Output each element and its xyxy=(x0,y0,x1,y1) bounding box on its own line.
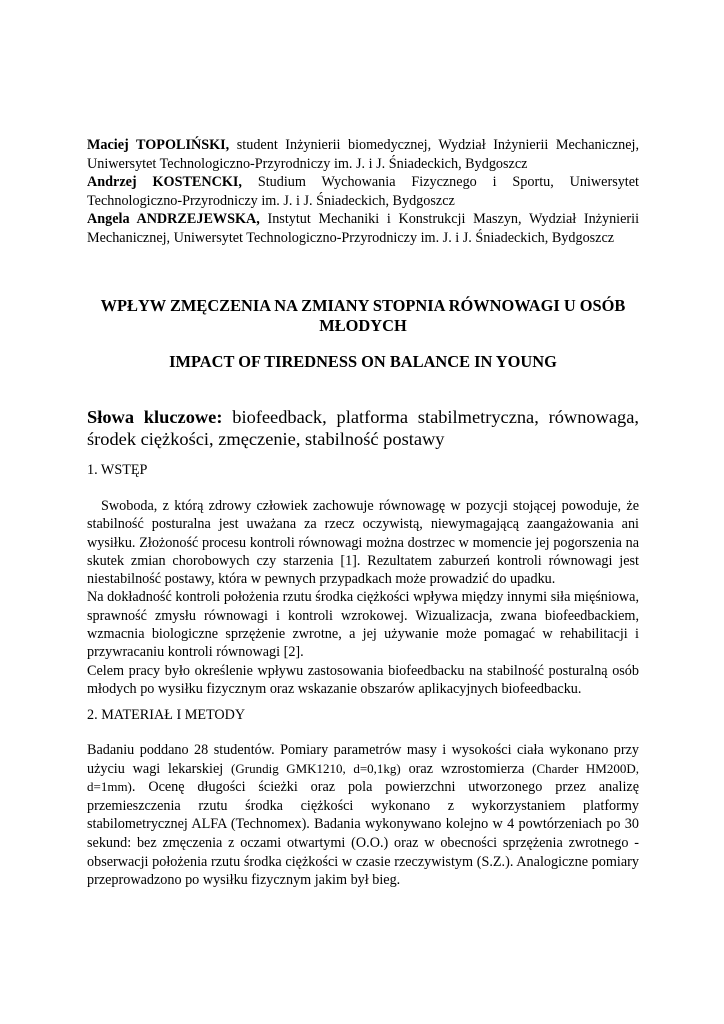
author-name: Andrzej KOSTENCKI, xyxy=(87,174,242,191)
paper-title-english: IMPACT OF TIREDNESS ON BALANCE IN YOUNG xyxy=(169,352,557,371)
author-entry xyxy=(87,136,639,173)
paper-title-polish: WPŁYW ZMĘCZENIA NA ZMIANY STOPNIA RÓWNOWAGI U OSÓB MŁODYCH xyxy=(100,296,626,335)
text-run: oraz wzrostomierza xyxy=(400,760,533,777)
author-entry xyxy=(87,210,639,247)
author-name: Angela ANDRZEJEWSKA, xyxy=(87,211,260,228)
keywords-label: Słowa kluczowe: xyxy=(87,407,223,427)
author-list xyxy=(87,136,639,248)
section-heading-methods: 2. MATERIAŁ I METODY xyxy=(87,707,246,723)
author-entry xyxy=(87,173,639,210)
paragraph: Na dokładność kontroli położenia rzutu środka ciężkości wpływa między innymi siła mięśniowa, sprawność zmysłu równowagi i kontroli wzrokowej. Wizualizacja, zwana biofeedbackiem, wzmacnia biologiczne sprzężenie zwrotne, a jej używanie może pomagać w rehabilitacji i przywracaniu kontroli równowagi [2]. xyxy=(87,589,639,661)
author-affiliation: student Inżynierii biomedycznej, Wydział Inżynierii Mechanicznej, Uniwersytet Technologiczno-Przyrodniczy im. J. i J. Śniadeckich, Bydgoszcz xyxy=(87,137,640,172)
text-run: . Ocenę długości ścieżki oraz pola powierzchni utworzonego przez analizę przemieszczenia rzutu środka ciężkości wykonano z wykorzystaniem platformy stabilometrycznej ALFA (Technomex). Badania wykonywano kolejno w 4 powtórzeniach po 30 sekund: bez zmęczenia z oczami otwartymi (O.O.) oraz w obecności sprzężenia zwrotnego - obserwacji położenia rzutu środka ciężkości w czasie rzeczywistym (S.Z.). Analogiczne pomiary przeprowadzono po wysiłku fizycznym jakim był bieg. xyxy=(87,779,639,889)
scale-spec: (Grundig GMK1210, d=0,1kg) xyxy=(231,760,401,776)
author-name: Maciej TOPOLIŃSKI, xyxy=(87,137,230,153)
paragraph: Swoboda, z którą zdrowy człowiek zachowuje równowagę w pozycji stojącej powoduje, że stabilność posturalna jest uważana za rzecz oczywistą, niewymagającą zaangażowania ani wysiłku. Złożoność procesu kontroli równowagi można dostrzec w momencie jej pogorszenia na skutek zmian chorobowych czy starzenia [1]. Rezultatem zaburzeń kontroli równowagi jest niestabilność postawy, która w pewnych przypadkach może prowadzić do upadku. xyxy=(87,498,639,588)
section-body-introduction xyxy=(87,497,639,698)
keywords xyxy=(87,406,639,450)
paragraph xyxy=(87,741,639,890)
section-heading-introduction: 1. WSTĘP xyxy=(87,462,148,478)
author-affiliation: Instytut Mechaniki i Konstrukcji Maszyn, Wydział Inżynierii Mechanicznej, Uniwersytet Technologiczno-Przyrodniczy im. J. i J. Śniadeckich, Bydgoszcz xyxy=(87,211,640,246)
text-run: Badaniu poddano 28 studentów. Pomiary parametrów masy i wysokości ciała wykonano przy użyciu wagi lekarskiej xyxy=(87,742,639,777)
section-body-methods xyxy=(87,741,639,890)
stadiometer-spec: (Charder HM200D, d=1mm) xyxy=(87,760,639,795)
keywords-text: biofeedback, platforma stabilmetryczna, równowaga, środek ciężkości, zmęczenie, stabilność postawy xyxy=(87,407,640,449)
paragraph: Celem pracy było określenie wpływu zastosowania biofeedbacku na stabilność posturalną osób młodych po wysiłku fizycznym oraz wskazanie obszarów aplikacyjnych biofeedbacku. xyxy=(87,662,639,697)
author-affiliation: Studium Wychowania Fizycznego i Sportu, Uniwersytet Technologiczno-Przyrodniczy im. J. i J. Śniadeckich, Bydgoszcz xyxy=(87,174,639,209)
